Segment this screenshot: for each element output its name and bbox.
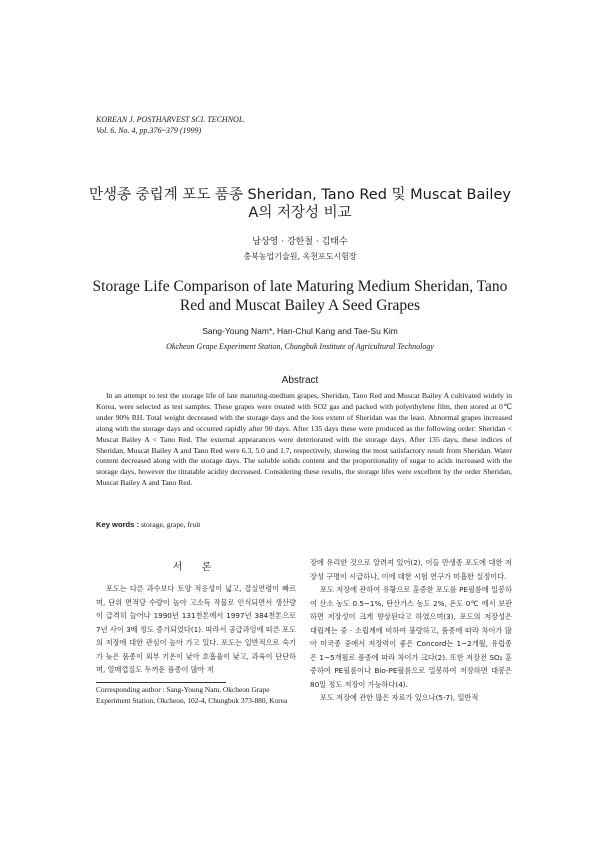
intro-right-paragraph-3: 포도 저장에 관한 많은 자료가 있으나(5-7), 일반적 (320, 693, 479, 702)
intro-heading: 서 론 (172, 562, 220, 573)
footnote-divider (96, 682, 226, 683)
journal-volume: Vol. 6. No. 4, pp.376~379 (1999) (96, 126, 202, 135)
intro-left-paragraph: 포도는 다른 과수보다 토양 적응성이 넓고, 결실연령이 빠르며, 단위 면적당 수량이 높아 고소득 작물로 인식되면서 생산량이 급격히 늘어나 1990년 131천톤에서 1997년 384천톤으로 7년 사이 3배 정도 증가되었다(1). 따라서 공급과잉에 따른 포도의 저장에 대한 관심이 높아 가고 있다. 포도는 일반적으로 숙기가 늦은 품종이 외부 기온이 낮아 호흡율이 낮고, 과육이 단단하며, 열매껍질도 두꺼운 품종이 많아 저 (96, 584, 296, 674)
abstract-text: In an attempt to test the storage life of late maturing-medium grapes, Sheridan, Tano Red and Muscat Bailey A cultivated widely in Korea, were selected as test samples. These grapes were treated with SO2 gas and packed with polyethylene film, then stored at 0℃ under 90% RH. Total weight decreased with the storage days and the loss extent of Sheridan was the least. Abnormal grapes increased along with the storage days and occurred rapidly after 90 days. After 135 days these were produced as the following order: Sheridan < Muscat Bailey A < Tano Red. The external appearances were deteriorated with the storage days. After 135 days, these indices of Sheridan, Muscat Bailey A and Tano Red were 6.3, 5.0 and 1.7, respectively, showing the most satisfactory result from Sheridan. Water content decreased along with the storage days. The soluble solids content and the proportionality of sugar to acids increased with the storage days, however the titratable acidity decreased. Considering these results, the storage lifes were excellent by the order Sheridan, Muscat Bailey A and Tano Red. (96, 391, 512, 488)
keywords (96, 519, 200, 530)
korean-title (70, 186, 530, 222)
english-title (80, 277, 520, 315)
korean-authors: 남상영 · 강한철 · 김태수 (252, 237, 348, 247)
keywords-label: Key words : (96, 520, 140, 529)
journal-header (96, 114, 245, 136)
english-title-line2: Red and Muscat Bailey A Seed Grapes (179, 297, 421, 314)
english-affiliation: Okcheon Grape Experiment Station, Chungbuk Institute of Agricultural Technology (166, 342, 434, 351)
right-column (310, 556, 512, 705)
korean-title-line1: 만생종 중립계 포도 품종 Sheridan, Tano Red 및 Muscat Bailey (89, 187, 511, 203)
korean-affiliation: 충북농업기술원, 옥천포도시험장 (243, 252, 357, 261)
footnote: Corresponding author : Sang-Young Nam, Okcheon Grape Experiment Station, Okcheon, 102-4, Chungbuk 373-880, Korea (96, 685, 288, 705)
journal-name: KOREAN J. POSTHARVEST SCI. TECHNOL. (96, 115, 246, 124)
english-title-line1: Storage Life Comparison of late Maturing Medium Sheridan, Tano (92, 278, 508, 295)
korean-title-line2: A의 저장성 비교 (248, 205, 352, 221)
intro-right-paragraph-1: 장에 유리한 것으로 알려져 있어(2), 이들 만생종 포도에 대한 저장성 구명이 시급하나, 이에 대한 시험 연구가 미흡한 실정이다. (310, 558, 512, 581)
intro-right-paragraph-2: 포도 저장에 관하여 유황으로 훈증한 포도를 PE필름에 밀봉하여 산소 농도 0.5~1%, 탄산가스 농도 2%, 온도 0℃ 에서 보관하면 저장성이 크게 향상된다고 하였으며(3), 포도의 저장성은 대립계는 중 · 소립계에 비하여 불량하고, 품종에 따라 차이가 많아 미국종 중에서 저장력이 좋은 Concord는 1~2개월, 유럽종은 1~5개월로 품종에 따라 차이가 크다(2). 또한 저장전 SO₂ 훈증하여 PE필름이나 Bio-PE필름으로 밀봉하여 저장하면 대봉은 80일 정도 저장이 가능하다(4). (310, 585, 512, 689)
abstract-heading: Abstract (281, 375, 319, 386)
keywords-value: storage, grape, fruit (140, 520, 201, 529)
left-column (96, 556, 296, 677)
english-authors: Sang-Young Nam*, Han-Chul Kang and Tae-Su Kim (202, 326, 398, 336)
